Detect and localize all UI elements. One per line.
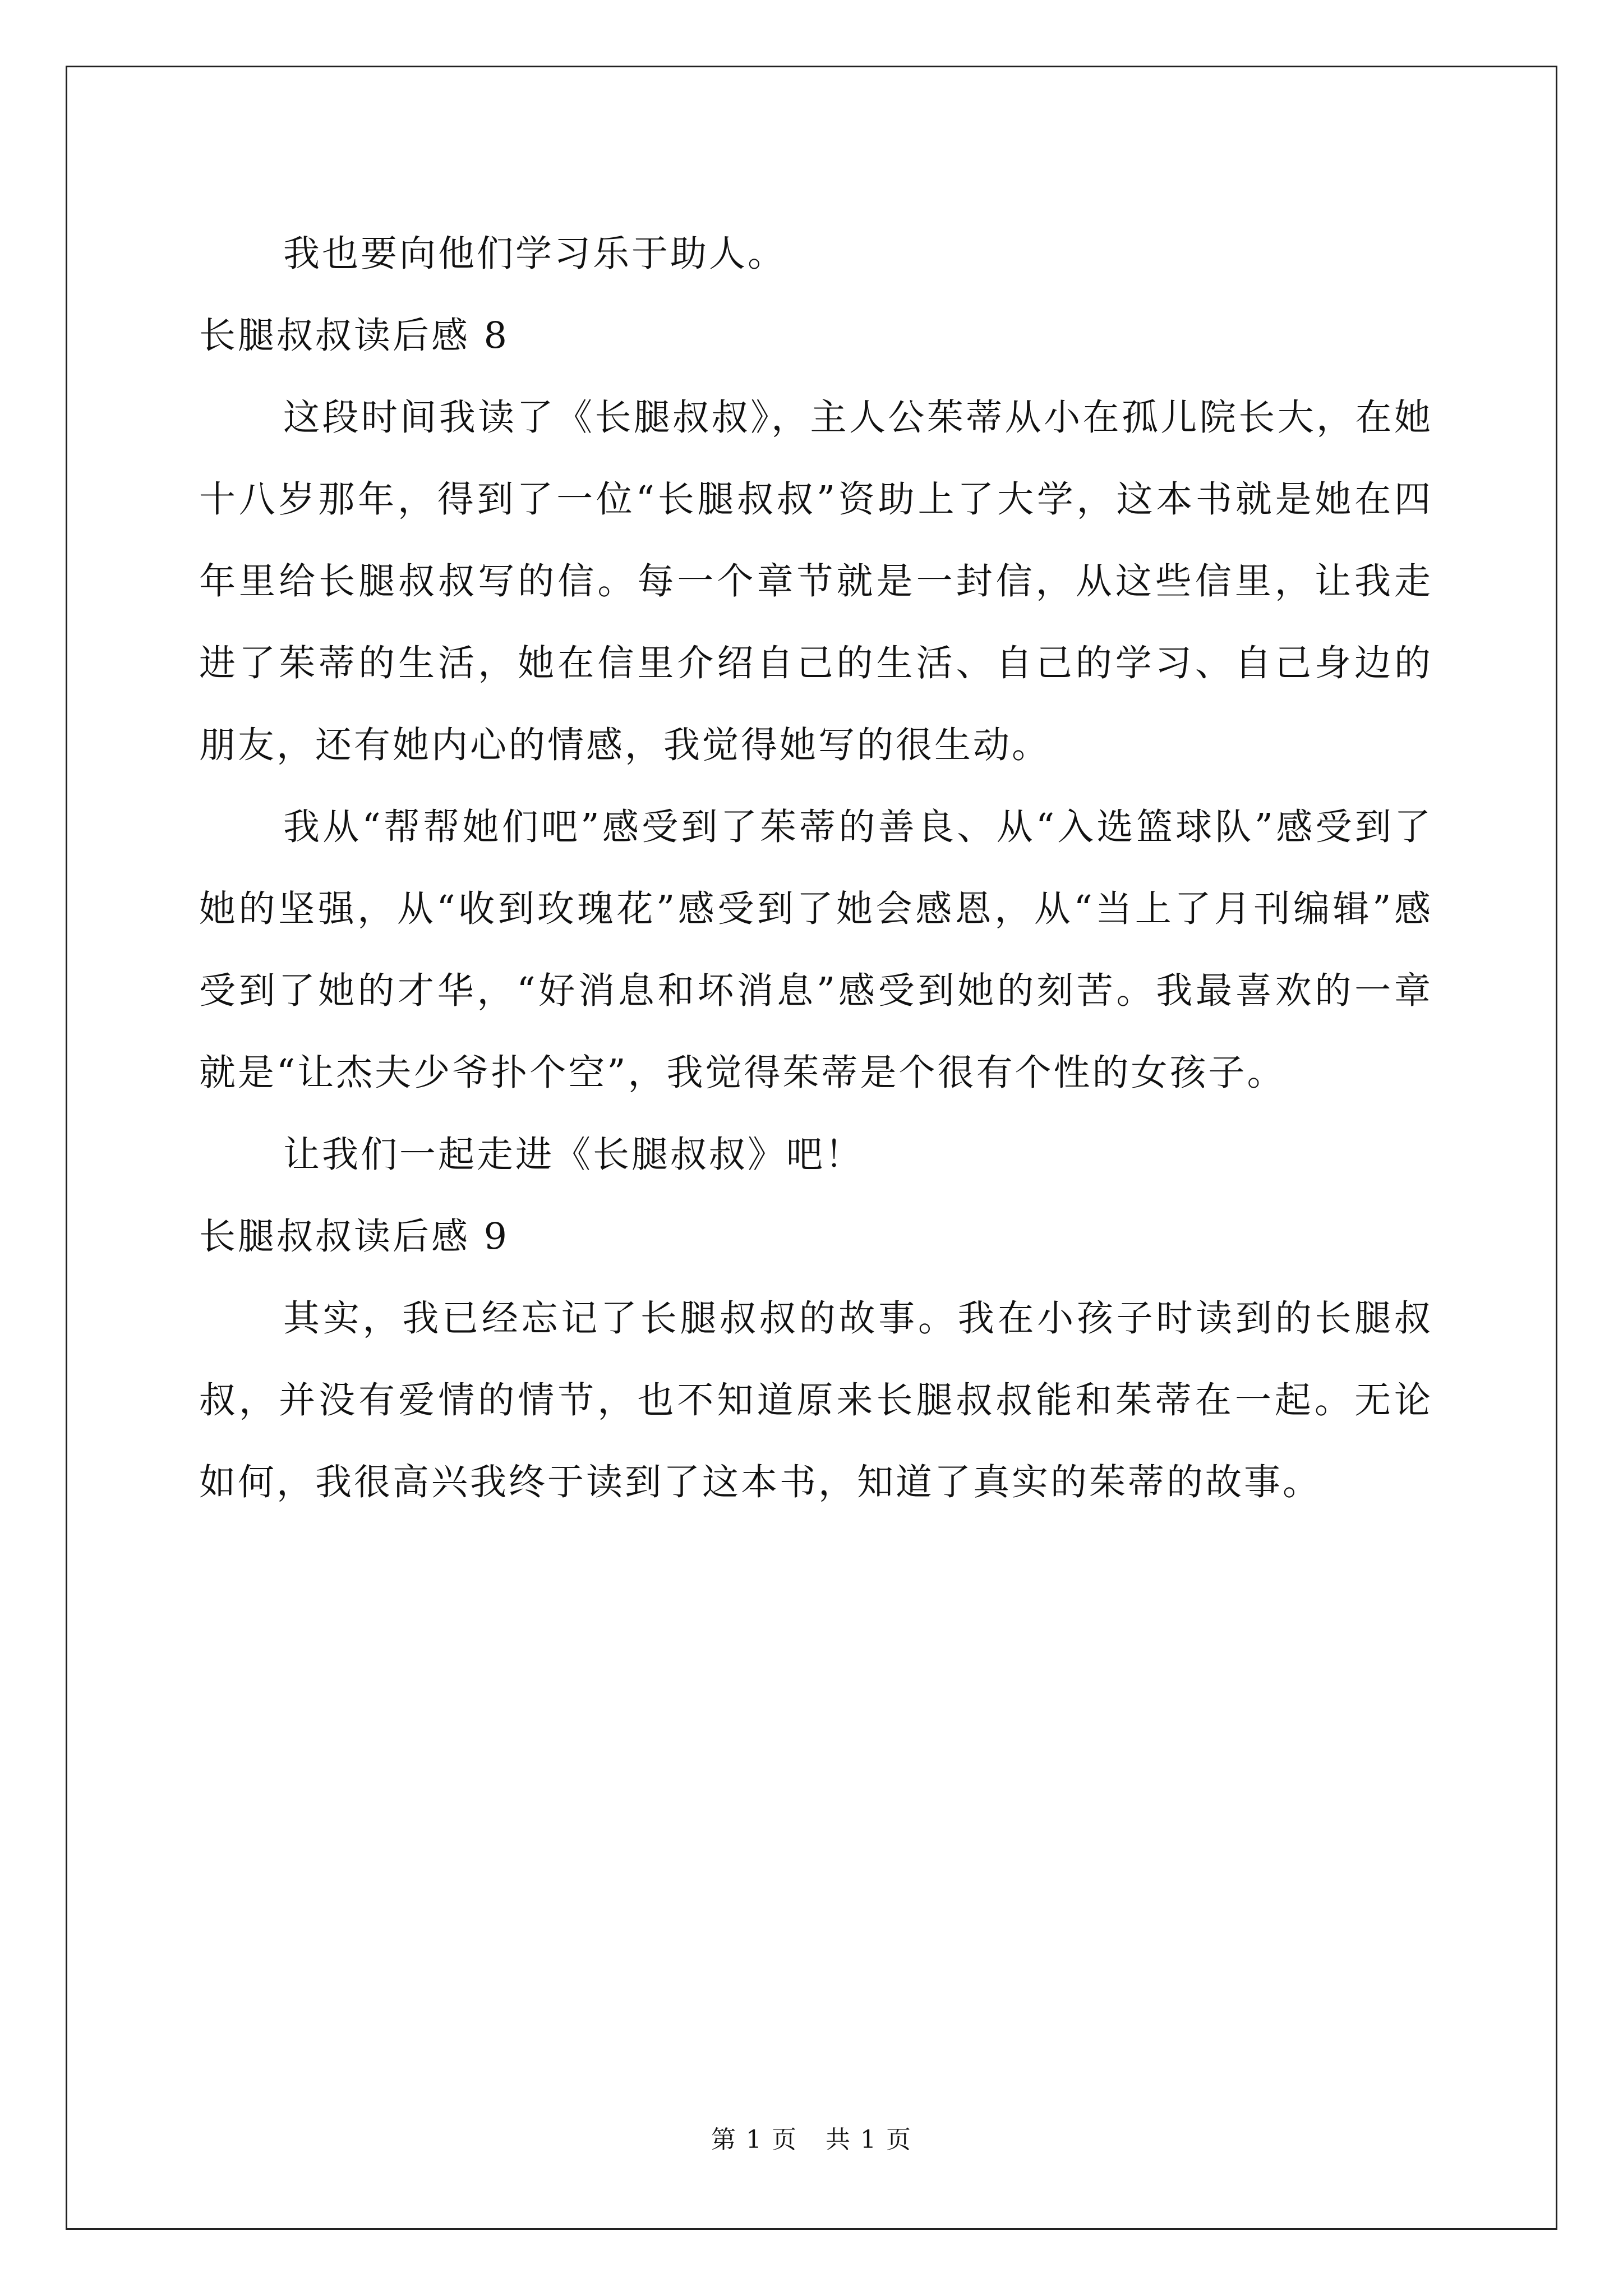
page-total: 共 1 页	[826, 2125, 912, 2154]
section-heading-8: 长腿叔叔读后感 8	[199, 315, 510, 357]
paragraph-4: 让我们一起走进《长腿叔叔》吧！	[283, 1134, 864, 1176]
paragraph-5: 其实，我已经忘记了长腿叔叔的故事。我在小孩子时读到的长腿叔叔，并没有爱情的情节，也不知道原来长腿叔叔能和茱蒂在一起。无论如何，我很高兴我终于读到了这本书，知道了真实的茱蒂的故事。	[199, 1297, 1433, 1503]
paragraph-2: 这段时间我读了《长腿叔叔》，主人公茱蒂从小在孤儿院长大，在她十八岁那年，得到了一位“长腿叔叔”资助上了大学，这本书就是她在四年里给长腿叔叔写的信。每一个章节就是一封信，从这些信里，让我走进了茱蒂的生活，她在信里介绍自己的生活、自己的学习、自己身边的朋友，还有她内心的情感，我觉得她写的很生动。	[199, 397, 1433, 766]
page-number: 第 1 页	[711, 2125, 797, 2154]
page-footer	[0, 2123, 1623, 2157]
document-body	[199, 213, 1433, 1524]
paragraph-1: 我也要向他们学习乐于助人。	[283, 233, 787, 275]
paragraph-3: 我从“帮帮她们吧”感受到了茱蒂的善良、从“入选篮球队”感受到了她的坚强，从“收到玫瑰花”感受到了她会感恩，从“当上了月刊编辑”感受到了她的才华，“好消息和坏消息”感受到她的刻苦。我最喜欢的一章就是“让杰夫少爷扑个空”，我觉得茱蒂是个很有个性的女孩子。	[199, 806, 1433, 1094]
section-heading-9: 长腿叔叔读后感 9	[199, 1216, 510, 1258]
